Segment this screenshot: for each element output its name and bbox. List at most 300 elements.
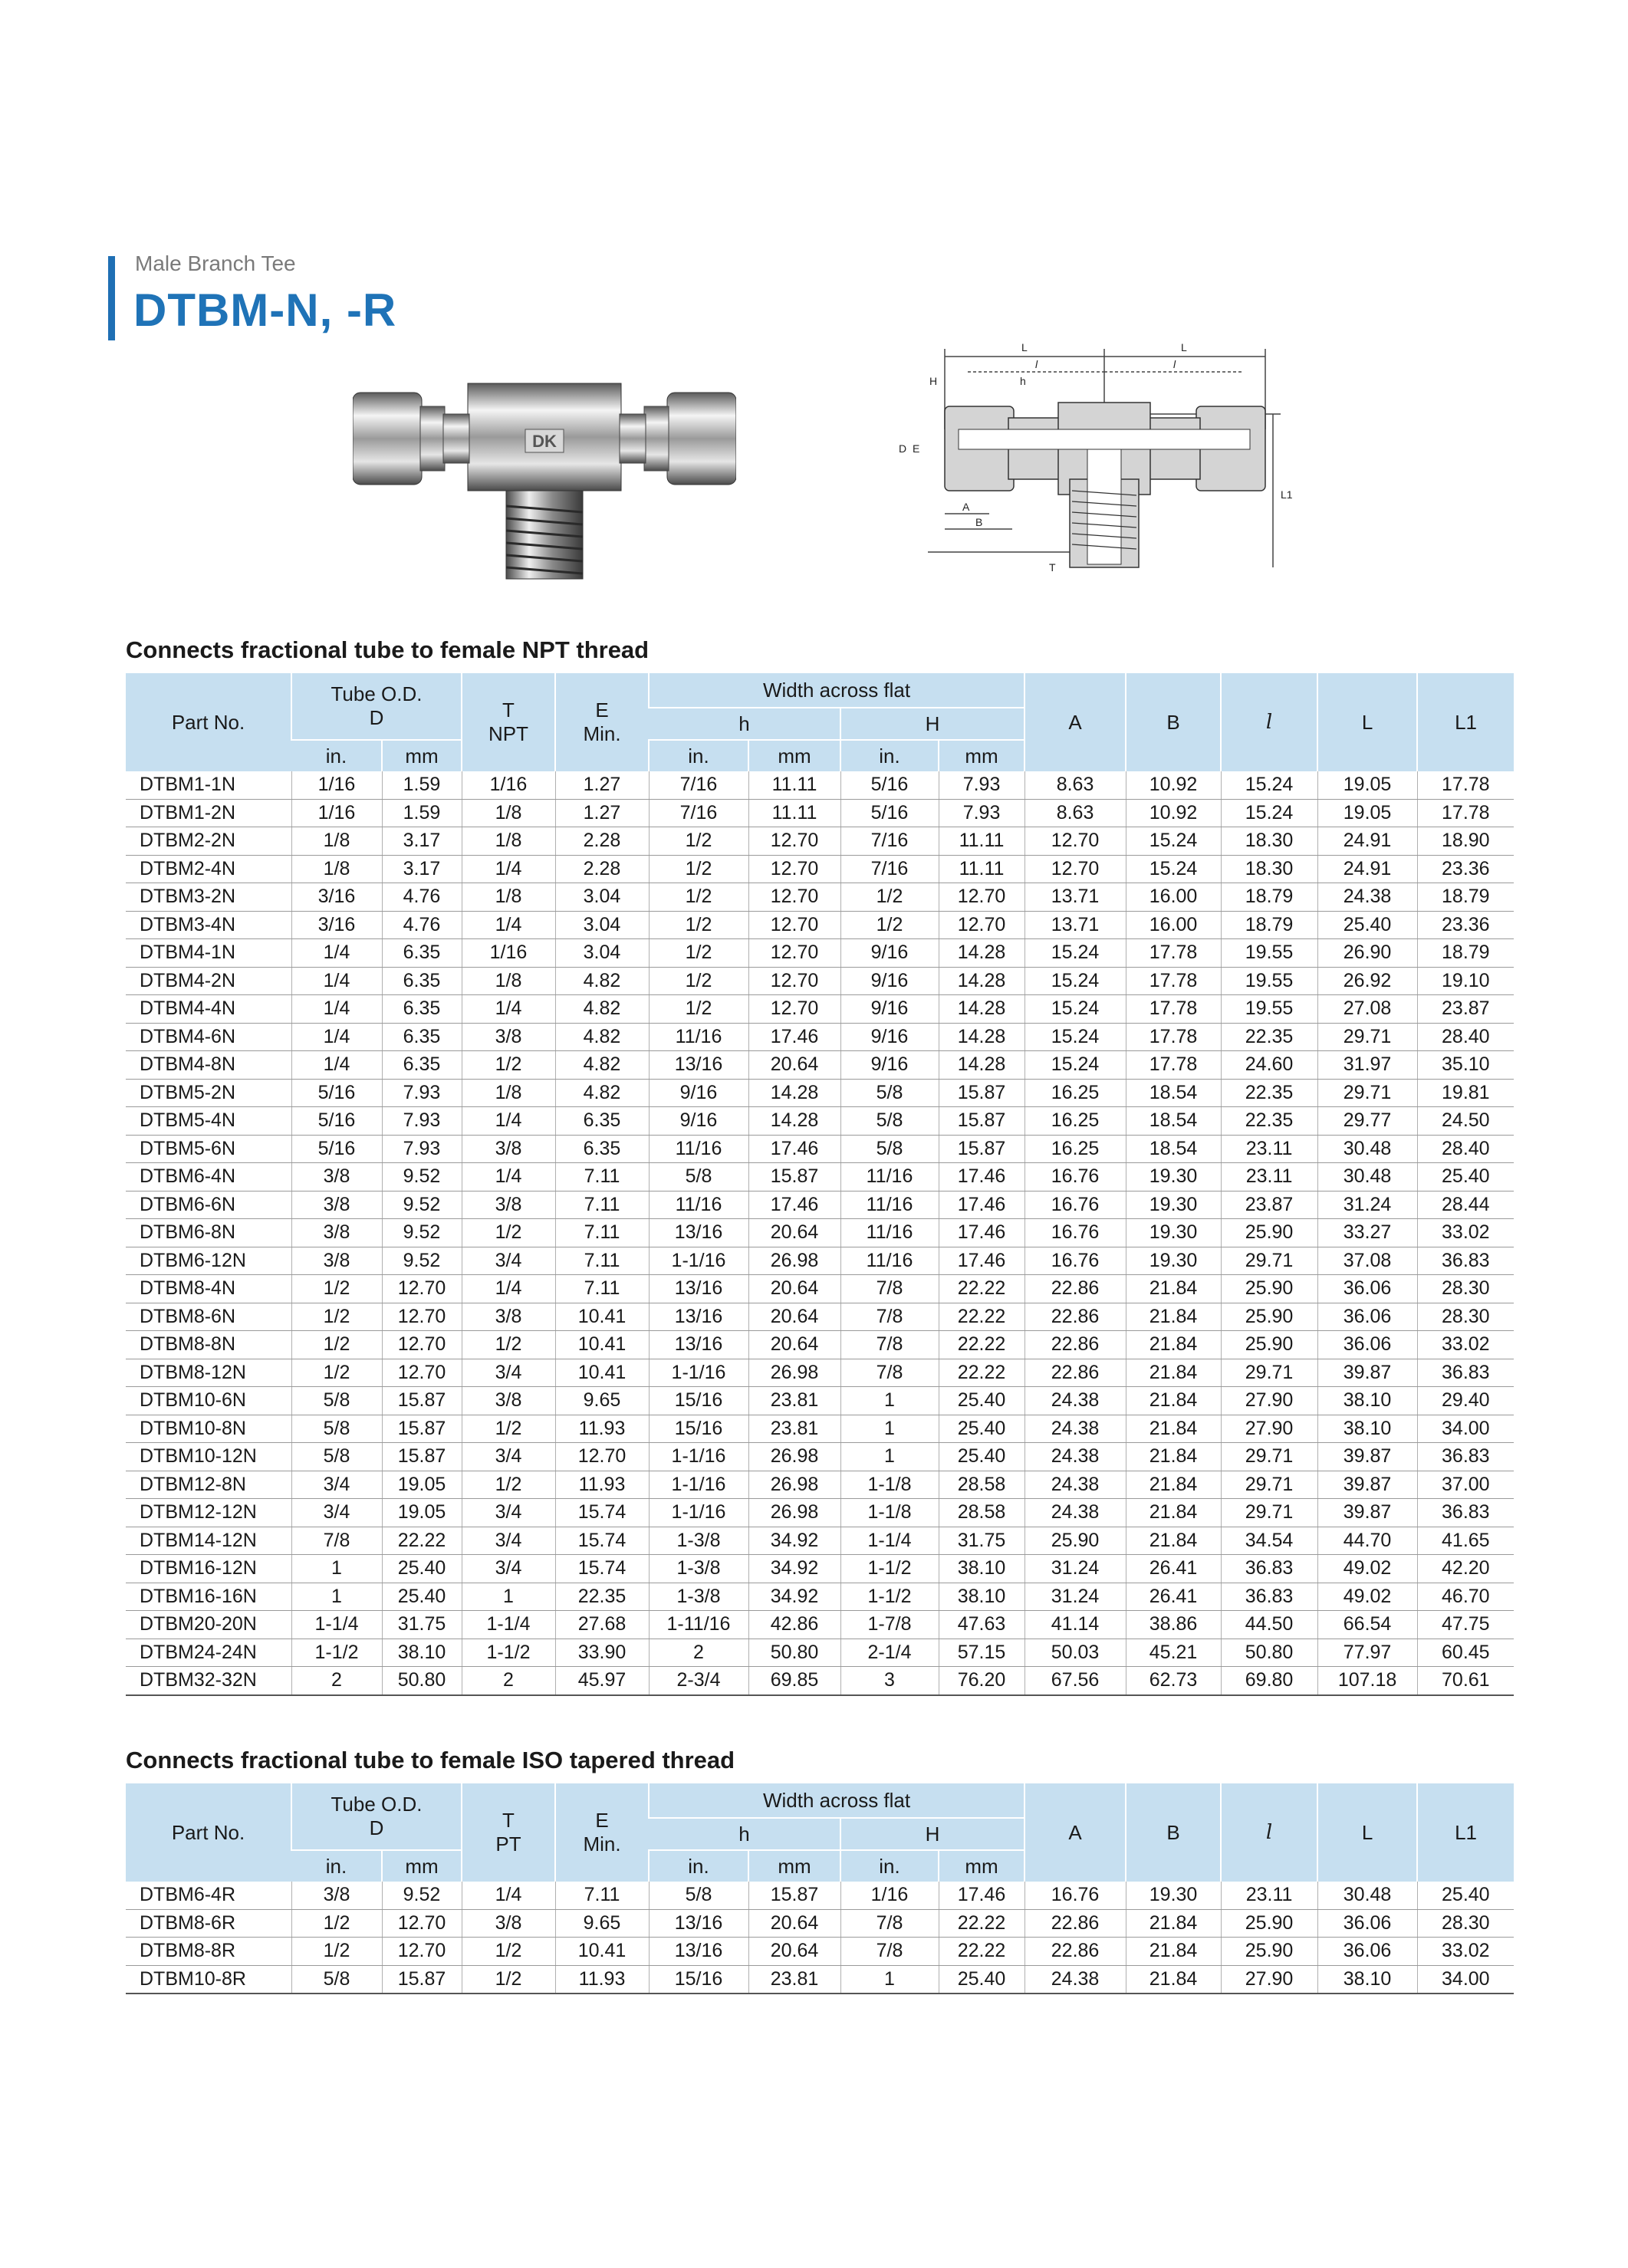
- table-row: [126, 1191, 1514, 1219]
- table-cell: 37.08: [1317, 1247, 1417, 1275]
- table-cell: 13.71: [1024, 911, 1126, 939]
- table-cell: 15.87: [939, 1107, 1024, 1136]
- col-A: A: [1024, 1783, 1126, 1882]
- table-cell: 13/16: [649, 1051, 748, 1080]
- table-cell: 12.70: [748, 855, 840, 883]
- table-cell: 28.40: [1417, 1135, 1514, 1163]
- table-cell: 6.35: [555, 1107, 649, 1136]
- table-cell: 15.24: [1221, 799, 1317, 827]
- table-cell: 3/8: [462, 1303, 555, 1331]
- table-cell: 11/16: [649, 1135, 748, 1163]
- table-cell: 3/4: [462, 1555, 555, 1583]
- table-cell: 26.98: [748, 1443, 840, 1471]
- dim-label-h: h: [1020, 375, 1026, 387]
- table-cell: 1/4: [462, 911, 555, 939]
- table-cell: 11.11: [939, 855, 1024, 883]
- table-cell: 19.55: [1221, 967, 1317, 995]
- table-cell: 1/2: [649, 995, 748, 1024]
- table-cell: 22.22: [939, 1359, 1024, 1387]
- table-cell: 23.81: [748, 1387, 840, 1415]
- table-cell: 33.90: [555, 1639, 649, 1667]
- table-cell: 7.11: [555, 1275, 649, 1303]
- table-cell: 22.22: [382, 1527, 462, 1555]
- table-cell: 7.93: [382, 1107, 462, 1136]
- table-cell: 26.41: [1126, 1583, 1221, 1611]
- table-cell: 16.00: [1126, 883, 1221, 912]
- table-cell: 36.06: [1317, 1275, 1417, 1303]
- table-cell: 22.22: [939, 1909, 1024, 1938]
- table-cell: 20.64: [748, 1303, 840, 1331]
- table-cell: 31.97: [1317, 1051, 1417, 1080]
- table-cell: 1/8: [462, 799, 555, 827]
- table-cell: 26.41: [1126, 1555, 1221, 1583]
- table-cell: 24.38: [1024, 1387, 1126, 1415]
- table-cell: 38.10: [939, 1555, 1024, 1583]
- table-cell: 1/2: [462, 1051, 555, 1080]
- table-cell: 1-1/16: [649, 1247, 748, 1275]
- table-cell: 3.04: [555, 883, 649, 912]
- table-cell: 1/2: [462, 1471, 555, 1499]
- photo-logo: DK: [532, 432, 557, 451]
- table-cell: 38.86: [1126, 1611, 1221, 1639]
- part-number-cell: DTBM8-4N: [126, 1275, 291, 1303]
- table-row: [126, 1275, 1514, 1303]
- table-cell: 9.52: [382, 1882, 462, 1909]
- table-cell: 5/16: [291, 1079, 382, 1107]
- table-cell: 4.82: [555, 1023, 649, 1051]
- table-cell: 1/8: [291, 855, 382, 883]
- col-E-label: E: [595, 698, 609, 721]
- part-number-cell: DTBM8-6R: [126, 1909, 291, 1938]
- table-cell: 3/16: [291, 883, 382, 912]
- table-cell: 1-1/16: [649, 1471, 748, 1499]
- part-number-cell: DTBM16-16N: [126, 1583, 291, 1611]
- table-cell: 18.54: [1126, 1079, 1221, 1107]
- table-cell: 29.77: [1317, 1107, 1417, 1136]
- part-number-cell: DTBM8-12N: [126, 1359, 291, 1387]
- table-row: [126, 1882, 1514, 1909]
- table-cell: 1/8: [462, 827, 555, 856]
- table-cell: 24.50: [1417, 1107, 1514, 1136]
- table-cell: 24.91: [1317, 855, 1417, 883]
- table-cell: 20.64: [748, 1051, 840, 1080]
- table-cell: 33.02: [1417, 1331, 1514, 1359]
- table-cell: 1/2: [840, 911, 939, 939]
- table-cell: 14.28: [939, 939, 1024, 968]
- table-cell: 37.00: [1417, 1471, 1514, 1499]
- table-cell: 1: [840, 1965, 939, 1994]
- table-cell: 1/2: [462, 1938, 555, 1966]
- table-cell: 24.60: [1221, 1051, 1317, 1080]
- col-tube-od-label: Tube O.D.: [331, 682, 423, 705]
- col-H-in: in.: [840, 1850, 939, 1882]
- table-cell: 1/2: [462, 1415, 555, 1443]
- table-cell: 9/16: [840, 939, 939, 968]
- part-number-cell: DTBM5-6N: [126, 1135, 291, 1163]
- table-cell: 1/16: [462, 939, 555, 968]
- table-cell: 22.22: [939, 1303, 1024, 1331]
- table-cell: 1.59: [382, 799, 462, 827]
- table-cell: 29.71: [1221, 1471, 1317, 1499]
- table-cell: 29.71: [1317, 1023, 1417, 1051]
- table-cell: 8.63: [1024, 771, 1126, 799]
- table-cell: 22.35: [1221, 1079, 1317, 1107]
- table-cell: 1-1/4: [840, 1527, 939, 1555]
- table-cell: 1-1/2: [291, 1639, 382, 1667]
- table-cell: 36.06: [1317, 1303, 1417, 1331]
- table-row: [126, 967, 1514, 995]
- table-cell: 69.80: [1221, 1667, 1317, 1695]
- col-L1: L1: [1417, 1783, 1514, 1882]
- part-number-cell: DTBM1-2N: [126, 799, 291, 827]
- table-cell: 1/4: [462, 1107, 555, 1136]
- table-cell: 3/4: [462, 1443, 555, 1471]
- table-cell: 15.87: [382, 1415, 462, 1443]
- table-row: [126, 1471, 1514, 1499]
- table-cell: 47.63: [939, 1611, 1024, 1639]
- col-L: L: [1317, 673, 1417, 771]
- table-cell: 25.90: [1221, 1331, 1317, 1359]
- table-cell: 14.28: [939, 1023, 1024, 1051]
- table-cell: 2: [462, 1667, 555, 1695]
- table-cell: 7.93: [382, 1135, 462, 1163]
- table-cell: 23.11: [1221, 1135, 1317, 1163]
- table-cell: 18.54: [1126, 1107, 1221, 1136]
- page-title: DTBM-N, -R: [133, 284, 397, 336]
- dim-label-E: E: [913, 442, 920, 455]
- table-cell: 36.83: [1417, 1443, 1514, 1471]
- table-cell: 7.11: [555, 1882, 649, 1909]
- table-row: [126, 883, 1514, 912]
- table-cell: 22.22: [939, 1275, 1024, 1303]
- dim-label-l-left: l: [1035, 358, 1038, 370]
- table-cell: 44.50: [1221, 1611, 1317, 1639]
- table-cell: 1/2: [462, 1965, 555, 1994]
- col-B: B: [1126, 1783, 1221, 1882]
- table-cell: 11.11: [748, 799, 840, 827]
- table-row: [126, 911, 1514, 939]
- table-cell: 1/16: [462, 771, 555, 799]
- table-cell: 1-1/16: [649, 1443, 748, 1471]
- table-cell: 11/16: [840, 1219, 939, 1247]
- table-cell: 30.48: [1317, 1135, 1417, 1163]
- dim-label-B: B: [975, 516, 983, 528]
- table-cell: 24.91: [1317, 827, 1417, 856]
- table-cell: 5/16: [291, 1135, 382, 1163]
- table-cell: 24.38: [1024, 1443, 1126, 1471]
- table-cell: 1-1/2: [840, 1583, 939, 1611]
- table-cell: 7/8: [840, 1303, 939, 1331]
- table-cell: 15.24: [1024, 1023, 1126, 1051]
- table-cell: 1-1/4: [462, 1611, 555, 1639]
- part-number-cell: DTBM10-8R: [126, 1965, 291, 1994]
- table-cell: 1/4: [462, 1163, 555, 1192]
- table-cell: 27.90: [1221, 1415, 1317, 1443]
- table-cell: 18.54: [1126, 1135, 1221, 1163]
- table-cell: 1/2: [649, 827, 748, 856]
- table-cell: 1/4: [291, 967, 382, 995]
- table-cell: 1-7/8: [840, 1611, 939, 1639]
- table-cell: 25.90: [1221, 1303, 1317, 1331]
- table-cell: 22.86: [1024, 1275, 1126, 1303]
- table-cell: 18.79: [1221, 883, 1317, 912]
- table-cell: 7.93: [939, 799, 1024, 827]
- table-cell: 36.06: [1317, 1938, 1417, 1966]
- table-cell: 19.05: [382, 1499, 462, 1527]
- table-cell: 21.84: [1126, 1331, 1221, 1359]
- col-H-in: in.: [840, 740, 939, 771]
- part-number-cell: DTBM6-4R: [126, 1882, 291, 1909]
- table-cell: 25.90: [1024, 1527, 1126, 1555]
- table-cell: 1/8: [462, 883, 555, 912]
- table-cell: 24.38: [1024, 1415, 1126, 1443]
- table-row: [126, 1219, 1514, 1247]
- table-cell: 36.06: [1317, 1331, 1417, 1359]
- table-cell: 14.28: [748, 1079, 840, 1107]
- table-row: [126, 1938, 1514, 1966]
- table-cell: 5/8: [291, 1965, 382, 1994]
- table-cell: 19.30: [1126, 1247, 1221, 1275]
- table-cell: 13/16: [649, 1909, 748, 1938]
- table-cell: 21.84: [1126, 1359, 1221, 1387]
- table-cell: 11.93: [555, 1965, 649, 1994]
- part-number-cell: DTBM8-8N: [126, 1331, 291, 1359]
- col-tube-od: [291, 1783, 462, 1850]
- table-cell: 15.24: [1126, 855, 1221, 883]
- table-cell: 17.46: [939, 1163, 1024, 1192]
- table-cell: 1.27: [555, 799, 649, 827]
- table-cell: 1-1/8: [840, 1471, 939, 1499]
- table-cell: 28.30: [1417, 1275, 1514, 1303]
- table-cell: 1: [291, 1555, 382, 1583]
- table-cell: 1/8: [462, 1079, 555, 1107]
- table-cell: 25.90: [1221, 1275, 1317, 1303]
- table-cell: 12.70: [748, 883, 840, 912]
- table-cell: 12.70: [382, 1303, 462, 1331]
- table-cell: 34.54: [1221, 1527, 1317, 1555]
- col-H-mm: mm: [939, 740, 1024, 771]
- table-cell: 11.11: [748, 771, 840, 799]
- table-cell: 28.30: [1417, 1909, 1514, 1938]
- table-cell: 1/4: [291, 995, 382, 1024]
- table-row: [126, 1909, 1514, 1938]
- table-row: [126, 827, 1514, 856]
- dim-label-H: H: [929, 375, 938, 387]
- table-cell: 15.24: [1024, 1051, 1126, 1080]
- table-cell: 2: [291, 1667, 382, 1695]
- table-cell: 18.79: [1221, 911, 1317, 939]
- table-cell: 3/4: [291, 1499, 382, 1527]
- table-row: [126, 1611, 1514, 1639]
- table-cell: 38.10: [939, 1583, 1024, 1611]
- table-cell: 15.74: [555, 1499, 649, 1527]
- table-cell: 16.00: [1126, 911, 1221, 939]
- col-width-across-flat: Width across flat: [649, 673, 1024, 708]
- table-cell: 7/8: [840, 1331, 939, 1359]
- table-cell: 9.52: [382, 1191, 462, 1219]
- table-cell: 7/8: [291, 1527, 382, 1555]
- table-cell: 21.84: [1126, 1415, 1221, 1443]
- dim-label-T: T: [1049, 561, 1056, 574]
- table-cell: 38.10: [1317, 1965, 1417, 1994]
- table-cell: 13/16: [649, 1303, 748, 1331]
- table-cell: 4.76: [382, 883, 462, 912]
- table-cell: 1/2: [462, 1331, 555, 1359]
- table-cell: 22.86: [1024, 1938, 1126, 1966]
- table-cell: 26.98: [748, 1247, 840, 1275]
- part-number-cell: DTBM16-12N: [126, 1555, 291, 1583]
- table-cell: 13/16: [649, 1331, 748, 1359]
- table-cell: 17.46: [939, 1219, 1024, 1247]
- table-cell: 23.36: [1417, 855, 1514, 883]
- table-cell: 45.97: [555, 1667, 649, 1695]
- table-cell: 15.24: [1126, 827, 1221, 856]
- table-cell: 12.70: [555, 1443, 649, 1471]
- col-h: h: [649, 1818, 840, 1850]
- table-cell: 11.11: [939, 827, 1024, 856]
- table-cell: 9.65: [555, 1387, 649, 1415]
- table-cell: 21.84: [1126, 1443, 1221, 1471]
- page-subtitle: Male Branch Tee: [135, 251, 296, 275]
- table-cell: 21.84: [1126, 1909, 1221, 1938]
- table-cell: 1/16: [291, 799, 382, 827]
- table-cell: 29.71: [1221, 1443, 1317, 1471]
- table-cell: 1/4: [291, 939, 382, 968]
- table-cell: 15.24: [1024, 967, 1126, 995]
- table-cell: 20.64: [748, 1938, 840, 1966]
- table-cell: 3/4: [462, 1527, 555, 1555]
- table-cell: 3/8: [462, 1135, 555, 1163]
- col-tube-od-sym: D: [369, 706, 384, 729]
- table-row: [126, 855, 1514, 883]
- table-cell: 1-1/8: [840, 1499, 939, 1527]
- table-cell: 33.02: [1417, 1938, 1514, 1966]
- table-cell: 25.40: [1417, 1163, 1514, 1192]
- table-cell: 9/16: [840, 995, 939, 1024]
- table-cell: 30.48: [1317, 1882, 1417, 1909]
- table-cell: 20.64: [748, 1219, 840, 1247]
- table-cell: 15.24: [1024, 995, 1126, 1024]
- table-cell: 1/4: [462, 995, 555, 1024]
- table-cell: 12.70: [748, 827, 840, 856]
- table-cell: 9/16: [649, 1107, 748, 1136]
- table-cell: 9.52: [382, 1247, 462, 1275]
- table-cell: 23.87: [1417, 995, 1514, 1024]
- table-cell: 27.90: [1221, 1387, 1317, 1415]
- table-cell: 12.70: [748, 995, 840, 1024]
- table-cell: 16.25: [1024, 1135, 1126, 1163]
- dim-label-L1: L1: [1281, 488, 1293, 501]
- table-cell: 44.70: [1317, 1527, 1417, 1555]
- col-width-across-flat: Width across flat: [649, 1783, 1024, 1818]
- table-cell: 18.30: [1221, 855, 1317, 883]
- table-cell: 34.92: [748, 1555, 840, 1583]
- part-number-cell: DTBM8-8R: [126, 1938, 291, 1966]
- table-cell: 17.78: [1417, 799, 1514, 827]
- table-cell: 12.70: [382, 1909, 462, 1938]
- table-cell: 16.25: [1024, 1079, 1126, 1107]
- table-cell: 22.86: [1024, 1359, 1126, 1387]
- table-cell: 17.46: [939, 1191, 1024, 1219]
- table-row: [126, 1555, 1514, 1583]
- table-cell: 6.35: [555, 1135, 649, 1163]
- table-cell: 12.70: [1024, 827, 1126, 856]
- table-cell: 19.05: [1317, 771, 1417, 799]
- table-cell: 21.84: [1126, 1387, 1221, 1415]
- col-H: H: [840, 708, 1024, 740]
- table-cell: 19.55: [1221, 939, 1317, 968]
- col-h-mm: mm: [748, 740, 840, 771]
- col-h-mm: mm: [748, 1850, 840, 1882]
- dimension-drawing: [882, 337, 1311, 590]
- col-T-thread: PT: [495, 1832, 521, 1855]
- table-cell: 11/16: [840, 1247, 939, 1275]
- table-cell: 9/16: [649, 1079, 748, 1107]
- table-cell: 31.24: [1024, 1555, 1126, 1583]
- col-h-in: in.: [649, 740, 748, 771]
- table-cell: 1.27: [555, 771, 649, 799]
- dim-label-A: A: [962, 501, 970, 513]
- table-cell: 1/2: [462, 1219, 555, 1247]
- table-cell: 15.87: [382, 1965, 462, 1994]
- table-cell: 22.86: [1024, 1303, 1126, 1331]
- table-cell: 17.46: [939, 1882, 1024, 1909]
- table-cell: 36.83: [1417, 1247, 1514, 1275]
- table-cell: 45.21: [1126, 1639, 1221, 1667]
- table-cell: 7/8: [840, 1275, 939, 1303]
- table-cell: 3/8: [462, 1023, 555, 1051]
- table-cell: 31.24: [1024, 1583, 1126, 1611]
- table-cell: 1/16: [291, 771, 382, 799]
- col-T-thread: NPT: [488, 722, 528, 745]
- table-cell: 9.52: [382, 1219, 462, 1247]
- table-cell: 1/2: [291, 1331, 382, 1359]
- table-row: [126, 1331, 1514, 1359]
- col-od-mm: mm: [382, 740, 462, 771]
- table-cell: 21.84: [1126, 1499, 1221, 1527]
- table-cell: 26.98: [748, 1471, 840, 1499]
- table-cell: 26.90: [1317, 939, 1417, 968]
- table-cell: 13.71: [1024, 883, 1126, 912]
- table-cell: 27.08: [1317, 995, 1417, 1024]
- dim-label-l-right: l: [1173, 358, 1176, 370]
- col-tube-od-sym: D: [369, 1816, 384, 1839]
- table-cell: 1/2: [291, 1909, 382, 1938]
- table-row: [126, 1247, 1514, 1275]
- table-cell: 42.86: [748, 1611, 840, 1639]
- table-cell: 13/16: [649, 1938, 748, 1966]
- table-cell: 10.41: [555, 1359, 649, 1387]
- table-cell: 3/8: [291, 1219, 382, 1247]
- part-number-cell: DTBM20-20N: [126, 1611, 291, 1639]
- table-cell: 21.84: [1126, 1275, 1221, 1303]
- table-cell: 24.38: [1024, 1499, 1126, 1527]
- part-number-cell: DTBM10-12N: [126, 1443, 291, 1471]
- table-cell: 5/8: [840, 1135, 939, 1163]
- table-cell: 1/8: [291, 827, 382, 856]
- part-number-cell: DTBM10-6N: [126, 1387, 291, 1415]
- table-cell: 36.06: [1317, 1909, 1417, 1938]
- part-number-cell: DTBM2-4N: [126, 855, 291, 883]
- table-cell: 1-1/2: [462, 1639, 555, 1667]
- table-cell: 1: [840, 1443, 939, 1471]
- col-l: l: [1221, 673, 1317, 771]
- table-cell: 24.38: [1024, 1471, 1126, 1499]
- table-cell: 6.35: [382, 939, 462, 968]
- table-cell: 5/8: [840, 1079, 939, 1107]
- col-B: B: [1126, 673, 1221, 771]
- table-cell: 3/4: [462, 1247, 555, 1275]
